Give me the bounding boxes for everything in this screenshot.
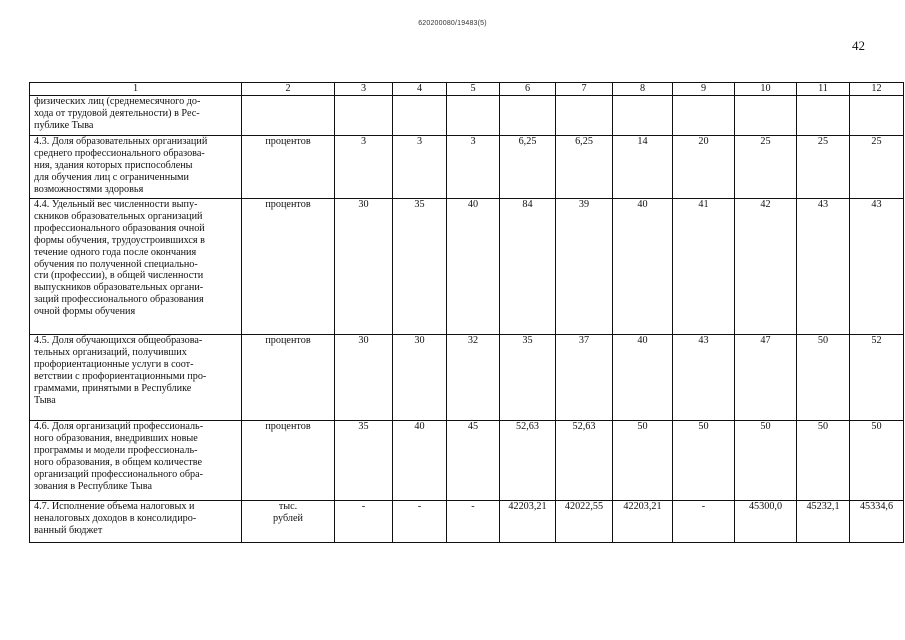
value-cell: 6,25 (556, 136, 613, 199)
value-cell: 50 (735, 421, 797, 501)
value-cell: 43 (797, 199, 850, 335)
value-cell (447, 96, 500, 136)
indicator-name-cell: 4.5. Доля обучающихся общеобразова- тельных организаций, получивших профориентационные услуги в соот- ветствии с профориентационными про- граммами, принятыми в Республике Тыва (30, 335, 242, 421)
value-cell: 25 (735, 136, 797, 199)
value-cell (735, 96, 797, 136)
value-cell: 6,25 (500, 136, 556, 199)
value-cell: 42 (735, 199, 797, 335)
indicator-name-cell: 4.3. Доля образовательных организаций среднего профессионального образова- ния, здания которых приспособлены для обучения лиц с ограниченными возможностями здоровья (30, 136, 242, 199)
unit-cell: процентов (242, 136, 335, 199)
table-row (30, 501, 904, 543)
value-cell: 42203,21 (500, 501, 556, 543)
column-header: 10 (735, 83, 797, 96)
page-number: 42 (852, 38, 865, 53)
value-cell (850, 96, 904, 136)
value-cell: 40 (447, 199, 500, 335)
value-cell: 39 (556, 199, 613, 335)
value-cell: 50 (673, 421, 735, 501)
value-cell: 45300,0 (735, 501, 797, 543)
value-cell: 25 (850, 136, 904, 199)
value-cell: 45232,1 (797, 501, 850, 543)
value-cell: 43 (850, 199, 904, 335)
value-cell (335, 96, 393, 136)
table-row (30, 335, 904, 421)
column-header: 5 (447, 83, 500, 96)
column-header: 9 (673, 83, 735, 96)
value-cell: 3 (335, 136, 393, 199)
column-header: 2 (242, 83, 335, 96)
value-cell: 3 (447, 136, 500, 199)
table-body (30, 96, 904, 543)
indicator-name-cell: 4.7. Исполнение объема налоговых и неналоговых доходов в консолидиро- ванный бюджет (30, 501, 242, 543)
value-cell: 35 (393, 199, 447, 335)
value-cell: - (447, 501, 500, 543)
column-header: 4 (393, 83, 447, 96)
value-cell: 14 (613, 136, 673, 199)
value-cell: 42203,21 (613, 501, 673, 543)
value-cell: 30 (335, 335, 393, 421)
value-cell: 50 (797, 335, 850, 421)
value-cell: 40 (613, 199, 673, 335)
value-cell: 52,63 (500, 421, 556, 501)
column-header: 12 (850, 83, 904, 96)
value-cell: 40 (613, 335, 673, 421)
column-header: 7 (556, 83, 613, 96)
value-cell: 25 (797, 136, 850, 199)
unit-cell (242, 96, 335, 136)
value-cell: - (393, 501, 447, 543)
table-row (30, 136, 904, 199)
indicator-name-cell: физических лиц (среднемесячного до- хода от трудовой деятельности) в Рес- публике Тыва (30, 96, 242, 136)
value-cell: 52 (850, 335, 904, 421)
value-cell (393, 96, 447, 136)
value-cell: - (673, 501, 735, 543)
unit-cell: процентов (242, 335, 335, 421)
value-cell: 30 (393, 335, 447, 421)
value-cell: 50 (797, 421, 850, 501)
column-header: 1 (30, 83, 242, 96)
document-id: 620200080/19483(5) (418, 20, 487, 27)
column-header: 3 (335, 83, 393, 96)
value-cell: 50 (850, 421, 904, 501)
value-cell (500, 96, 556, 136)
value-cell: - (335, 501, 393, 543)
value-cell: 40 (393, 421, 447, 501)
indicators-table (29, 82, 904, 543)
column-header: 6 (500, 83, 556, 96)
value-cell: 37 (556, 335, 613, 421)
value-cell: 45 (447, 421, 500, 501)
value-cell (613, 96, 673, 136)
value-cell: 35 (500, 335, 556, 421)
value-cell (556, 96, 613, 136)
table-row (30, 421, 904, 501)
value-cell (673, 96, 735, 136)
value-cell: 52,63 (556, 421, 613, 501)
value-cell: 3 (393, 136, 447, 199)
value-cell: 20 (673, 136, 735, 199)
value-cell: 30 (335, 199, 393, 335)
value-cell: 50 (613, 421, 673, 501)
value-cell: 35 (335, 421, 393, 501)
column-header: 8 (613, 83, 673, 96)
unit-cell: процентов (242, 421, 335, 501)
value-cell: 84 (500, 199, 556, 335)
value-cell: 45334,6 (850, 501, 904, 543)
unit-cell: тыс. рублей (242, 501, 335, 543)
indicator-name-cell: 4.6. Доля организаций профессиональ- ного образования, внедривших новые программы и модели профессиональ- ного образования, в общем количестве организаций профессионального обра- зования в Республике Тыва (30, 421, 242, 501)
column-number-row (30, 83, 904, 96)
value-cell: 41 (673, 199, 735, 335)
value-cell (797, 96, 850, 136)
value-cell: 42022,55 (556, 501, 613, 543)
unit-cell: процентов (242, 199, 335, 335)
table-row (30, 96, 904, 136)
value-cell: 47 (735, 335, 797, 421)
value-cell: 43 (673, 335, 735, 421)
value-cell: 32 (447, 335, 500, 421)
indicator-name-cell: 4.4. Удельный вес численности выпу- скников образовательных организаций профессионального образования очной формы обучения, трудоустроившихся в течение одного года после окончания обучения по полученной специально- сти (профессии), в общей численности выпускников образовательных органи- заций профессионального образования очной формы обучения (30, 199, 242, 335)
table-row (30, 199, 904, 335)
column-header: 11 (797, 83, 850, 96)
